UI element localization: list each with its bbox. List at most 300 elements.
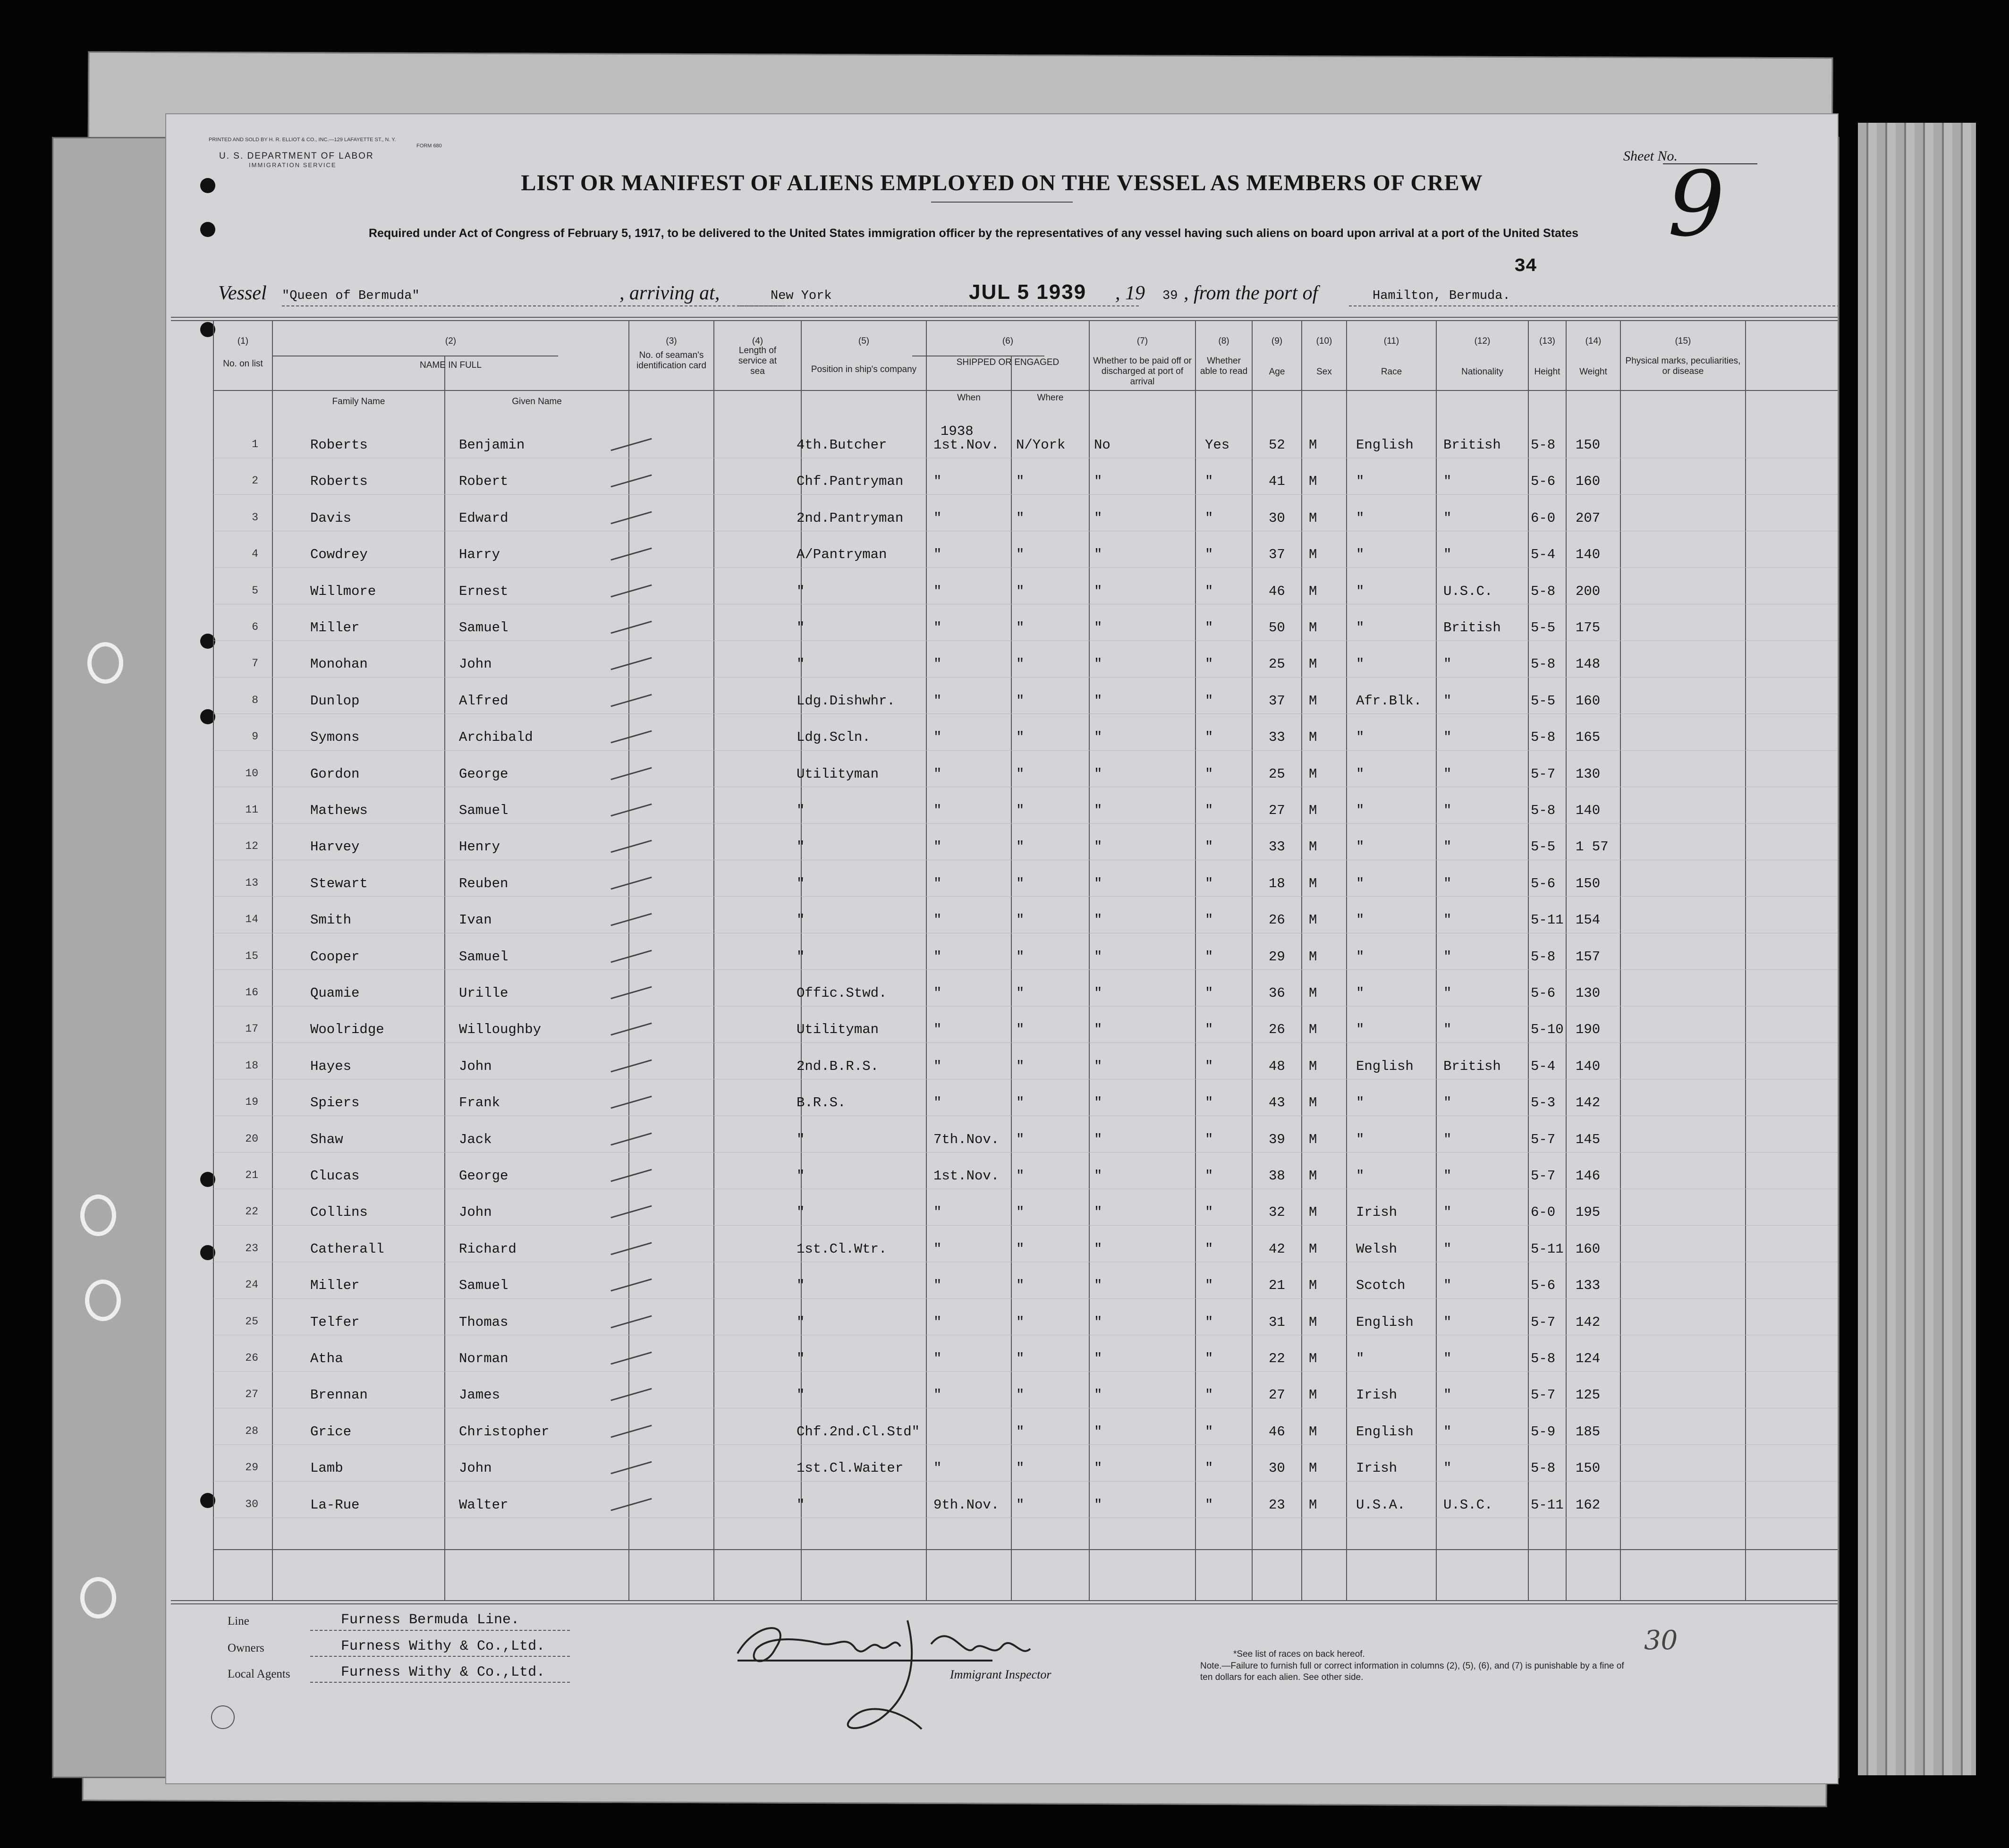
cell-position: " bbox=[797, 949, 805, 965]
cell-family: Shaw bbox=[310, 1131, 343, 1147]
cell-sex: M bbox=[1309, 912, 1317, 928]
cell-position: " bbox=[797, 803, 805, 818]
cell-weight: 140 bbox=[1576, 803, 1601, 818]
cell-when: " bbox=[933, 1095, 942, 1111]
cell-where: " bbox=[1016, 510, 1025, 526]
cell-weight: 150 bbox=[1576, 875, 1601, 891]
binding-ring bbox=[87, 642, 123, 684]
cell-paid: " bbox=[1094, 729, 1102, 746]
cell-race: U.S.A. bbox=[1356, 1497, 1406, 1513]
cell-sex: M bbox=[1309, 1314, 1317, 1330]
cell-height: 5-8 bbox=[1531, 437, 1556, 453]
cell-read: " bbox=[1205, 985, 1213, 1001]
cell-age: 29 bbox=[1269, 949, 1285, 965]
cell-family: Catherall bbox=[310, 1241, 384, 1257]
cell-read: " bbox=[1205, 949, 1213, 965]
cell-when: " bbox=[933, 510, 942, 526]
cell-race: Irish bbox=[1356, 1387, 1398, 1403]
cell-age: 31 bbox=[1269, 1314, 1285, 1330]
cell-when: " bbox=[933, 474, 942, 490]
cell-family: Brennan bbox=[310, 1387, 368, 1403]
cell-paid: " bbox=[1094, 875, 1102, 891]
row-number: 26 bbox=[245, 1352, 258, 1364]
cell-where: " bbox=[1016, 1387, 1025, 1403]
cell-paid: " bbox=[1094, 1058, 1102, 1074]
cell-given: Alfred bbox=[459, 693, 509, 709]
cell-age: 46 bbox=[1269, 583, 1285, 599]
cell-age: 38 bbox=[1269, 1168, 1285, 1184]
cell-family: Miller bbox=[310, 620, 360, 636]
row-number: 30 bbox=[245, 1498, 258, 1510]
cell-where: " bbox=[1016, 766, 1025, 782]
cell-age: 42 bbox=[1269, 1241, 1285, 1257]
cell-nationality: " bbox=[1443, 1095, 1452, 1111]
cell-when: " bbox=[933, 875, 942, 891]
col4-label: Length of service at sea bbox=[738, 346, 777, 376]
cell-where: " bbox=[1016, 1168, 1025, 1184]
cell-paid: " bbox=[1094, 1497, 1102, 1513]
fine-note: Note.—Failure to furnish full or correct information in columns (2), (5), (6), and (7) is punishable by a fine of ten dollars for each alien. See other side. bbox=[1200, 1661, 1624, 1682]
row-number: 5 bbox=[252, 584, 258, 597]
cell-sex: M bbox=[1309, 474, 1317, 490]
cell-where: " bbox=[1016, 620, 1025, 636]
cell-position: 2nd.Pantryman bbox=[797, 510, 904, 526]
cell-family: Hayes bbox=[310, 1058, 352, 1074]
cell-given: Samuel bbox=[459, 620, 509, 636]
cell-sex: M bbox=[1309, 693, 1317, 709]
row-number: 28 bbox=[245, 1424, 258, 1437]
cell-nationality: " bbox=[1443, 1131, 1452, 1147]
cell-given: James bbox=[459, 1387, 500, 1403]
cell-nationality: " bbox=[1443, 1424, 1452, 1440]
cell-position: 2nd.B.R.S. bbox=[797, 1058, 879, 1074]
row-number: 16 bbox=[245, 986, 258, 999]
cell-read: " bbox=[1205, 1497, 1213, 1513]
cell-when: 1st.Nov. bbox=[933, 437, 1000, 453]
cell-race: " bbox=[1356, 620, 1365, 636]
cell-weight: 157 bbox=[1576, 949, 1601, 965]
year-value: 39 bbox=[1162, 289, 1178, 303]
cell-where: " bbox=[1016, 729, 1025, 746]
cell-where: " bbox=[1016, 1314, 1025, 1330]
cell-sex: M bbox=[1309, 949, 1317, 965]
cell-when: " bbox=[933, 693, 942, 709]
cell-paid: " bbox=[1094, 656, 1102, 672]
cell-sex: M bbox=[1309, 656, 1317, 672]
cell-age: 25 bbox=[1269, 766, 1285, 782]
page-title: LIST OR MANIFEST OF ALIENS EMPLOYED ON THE VESSEL AS MEMBERS OF CREW bbox=[521, 170, 1483, 195]
cell-paid: " bbox=[1094, 1241, 1102, 1257]
cell-sex: M bbox=[1309, 1204, 1317, 1221]
cell-family: Davis bbox=[310, 510, 352, 526]
cell-sex: M bbox=[1309, 1022, 1317, 1038]
background-sheets bbox=[1858, 123, 1976, 1775]
cell-paid: " bbox=[1094, 547, 1102, 563]
cell-where: " bbox=[1016, 656, 1025, 672]
row-number: 11 bbox=[245, 804, 258, 816]
cell-race: " bbox=[1356, 1351, 1365, 1366]
cell-when: " bbox=[933, 1022, 942, 1038]
cell-sex: M bbox=[1309, 1424, 1317, 1440]
cell-race: " bbox=[1356, 547, 1365, 563]
union-label-icon bbox=[211, 1705, 235, 1729]
cell-when: " bbox=[933, 1058, 942, 1074]
cell-race: English bbox=[1356, 1424, 1414, 1440]
cell-paid: " bbox=[1094, 766, 1102, 782]
cell-paid: " bbox=[1094, 1460, 1102, 1476]
cell-weight: 130 bbox=[1576, 985, 1601, 1001]
cell-age: 32 bbox=[1269, 1204, 1285, 1221]
cell-nationality: " bbox=[1443, 1460, 1452, 1476]
cell-age: 36 bbox=[1269, 985, 1285, 1001]
cell-where: " bbox=[1016, 949, 1025, 965]
vessel-label: Vessel bbox=[218, 282, 267, 304]
cell-race: Irish bbox=[1356, 1460, 1398, 1476]
cell-given: Willoughby bbox=[459, 1022, 542, 1038]
cell-nationality: " bbox=[1443, 875, 1452, 891]
cell-race: " bbox=[1356, 1168, 1365, 1184]
cell-paid: " bbox=[1094, 803, 1102, 818]
cell-paid: " bbox=[1094, 912, 1102, 928]
cell-family: Grice bbox=[310, 1424, 352, 1440]
cell-nationality: " bbox=[1443, 547, 1452, 563]
cell-family: Gordon bbox=[310, 766, 360, 782]
cell-when: " bbox=[933, 912, 942, 928]
cell-sex: M bbox=[1309, 729, 1317, 746]
cell-height: 5-3 bbox=[1531, 1095, 1556, 1111]
cell-when: " bbox=[933, 1241, 942, 1257]
cell-where: " bbox=[1016, 1095, 1025, 1111]
cell-where: " bbox=[1016, 1278, 1025, 1294]
col2-number: (2) bbox=[445, 336, 457, 346]
cell-height: 5-7 bbox=[1531, 766, 1556, 782]
cell-height: 5-8 bbox=[1531, 656, 1556, 672]
cell-height: 6-0 bbox=[1531, 510, 1556, 526]
cell-family: Clucas bbox=[310, 1168, 360, 1184]
owners-value: Furness Withy & Co.,Ltd. bbox=[341, 1638, 545, 1654]
from-port: Hamilton, Bermuda. bbox=[1373, 289, 1510, 303]
row-number: 12 bbox=[245, 840, 258, 853]
cell-when: " bbox=[933, 656, 942, 672]
col6-when-label: When bbox=[957, 393, 981, 403]
cell-sex: M bbox=[1309, 1460, 1317, 1476]
cell-position: " bbox=[797, 1204, 805, 1221]
cell-where: " bbox=[1016, 1022, 1025, 1038]
row-number: 2 bbox=[252, 475, 258, 487]
cell-given: Harry bbox=[459, 547, 500, 563]
cell-family: Symons bbox=[310, 729, 360, 746]
cell-given: Urille bbox=[459, 985, 509, 1001]
cell-race: " bbox=[1356, 875, 1365, 891]
cell-paid: " bbox=[1094, 1314, 1102, 1330]
line-label: Line bbox=[228, 1615, 249, 1628]
cell-weight: 160 bbox=[1576, 474, 1601, 490]
row-number: 1 bbox=[252, 438, 258, 450]
year-note: 1938 bbox=[941, 424, 974, 439]
cell-nationality: British bbox=[1443, 620, 1501, 636]
cell-given: Benjamin bbox=[459, 437, 525, 453]
cell-age: 22 bbox=[1269, 1351, 1285, 1366]
col2-given-label: Given Name bbox=[512, 397, 562, 407]
cell-read: " bbox=[1205, 875, 1213, 891]
row-number: 15 bbox=[245, 949, 258, 962]
cell-given: Archibald bbox=[459, 729, 533, 746]
col1-number: (1) bbox=[237, 336, 249, 346]
cell-read: " bbox=[1205, 620, 1213, 636]
cell-position: " bbox=[797, 1351, 805, 1366]
cell-given: George bbox=[459, 766, 509, 782]
cell-paid: " bbox=[1094, 839, 1102, 855]
row-number: 20 bbox=[245, 1132, 258, 1145]
cell-race: " bbox=[1356, 766, 1365, 782]
col15-number: (15) bbox=[1675, 336, 1691, 346]
cell-age: 37 bbox=[1269, 547, 1285, 563]
cell-height: 5-7 bbox=[1531, 1131, 1556, 1147]
cell-age: 46 bbox=[1269, 1424, 1285, 1440]
cell-weight: 185 bbox=[1576, 1424, 1601, 1440]
col4-number: (4) bbox=[752, 336, 763, 346]
row-number: 3 bbox=[252, 511, 258, 524]
col6-number: (6) bbox=[1002, 336, 1014, 346]
col8-number: (8) bbox=[1218, 336, 1229, 346]
cell-sex: M bbox=[1309, 1168, 1317, 1184]
cell-read: " bbox=[1205, 547, 1213, 563]
cell-where: " bbox=[1016, 1424, 1025, 1440]
col13-number: (13) bbox=[1539, 336, 1555, 346]
row-number: 14 bbox=[245, 913, 258, 926]
cell-position: 1st.Cl.Waiter bbox=[797, 1460, 904, 1476]
col6-where-label: Where bbox=[1037, 393, 1064, 403]
cell-family: Cooper bbox=[310, 949, 360, 965]
cell-race: Irish bbox=[1356, 1204, 1398, 1221]
cell-given: Reuben bbox=[459, 875, 509, 891]
cell-when: " bbox=[933, 620, 942, 636]
row-number: 7 bbox=[252, 657, 258, 670]
cell-paid: " bbox=[1094, 620, 1102, 636]
col3-label: No. of seaman's identification card bbox=[636, 350, 706, 371]
cell-read: " bbox=[1205, 656, 1213, 672]
cell-when: 7th.Nov. bbox=[933, 1131, 1000, 1147]
cell-sex: M bbox=[1309, 985, 1317, 1001]
cell-nationality: British bbox=[1443, 437, 1501, 453]
page-subtitle: Required under Act of Congress of February 5, 1917, to be delivered to the United States immigration officer by the representatives of any vessel having such aliens on board upon arrival at a port of the United States bbox=[368, 227, 1579, 240]
cell-height: 5-5 bbox=[1531, 693, 1556, 709]
cell-weight: 148 bbox=[1576, 656, 1601, 672]
cell-given: Samuel bbox=[459, 803, 509, 818]
col13-label: Height bbox=[1534, 367, 1560, 377]
cell-when: " bbox=[933, 1387, 942, 1403]
cell-where: " bbox=[1016, 583, 1025, 599]
cell-where: " bbox=[1016, 912, 1025, 928]
cell-nationality: " bbox=[1443, 729, 1452, 746]
cell-height: 5-4 bbox=[1531, 1058, 1556, 1074]
cell-position: " bbox=[797, 875, 805, 891]
cell-race: " bbox=[1356, 729, 1365, 746]
cell-family: Woolridge bbox=[310, 1022, 384, 1038]
cell-nationality: " bbox=[1443, 839, 1452, 855]
owners-label: Owners bbox=[228, 1642, 264, 1654]
cell-when: " bbox=[933, 839, 942, 855]
cell-family: Cowdrey bbox=[310, 547, 368, 563]
cell-given: Samuel bbox=[459, 949, 509, 965]
cell-height: 5-8 bbox=[1531, 1460, 1556, 1476]
row-number: 29 bbox=[245, 1461, 258, 1474]
cell-weight: 207 bbox=[1576, 510, 1601, 526]
cell-age: 33 bbox=[1269, 729, 1285, 746]
cell-position: " bbox=[797, 912, 805, 928]
cell-read: " bbox=[1205, 912, 1213, 928]
cell-family: Monohan bbox=[310, 656, 368, 672]
row-number: 25 bbox=[245, 1315, 258, 1328]
cell-sex: M bbox=[1309, 437, 1317, 453]
cell-paid: " bbox=[1094, 1168, 1102, 1184]
cell-height: 5-6 bbox=[1531, 1278, 1556, 1294]
cell-paid: No bbox=[1094, 437, 1110, 453]
cell-height: 5-9 bbox=[1531, 1424, 1556, 1440]
cell-family: Telfer bbox=[310, 1314, 360, 1330]
cell-where: " bbox=[1016, 547, 1025, 563]
row-number: 22 bbox=[245, 1205, 258, 1218]
cell-where: " bbox=[1016, 1460, 1025, 1476]
cell-height: 5-6 bbox=[1531, 985, 1556, 1001]
cell-nationality: " bbox=[1443, 1204, 1452, 1221]
cell-weight: 145 bbox=[1576, 1131, 1601, 1147]
cell-race: " bbox=[1356, 912, 1365, 928]
cell-given: Walter bbox=[459, 1497, 509, 1513]
sheet-no-label: Sheet No. bbox=[1623, 148, 1678, 164]
cell-height: 5-8 bbox=[1531, 1351, 1556, 1366]
cell-when: " bbox=[933, 1460, 942, 1476]
row-number: 27 bbox=[245, 1388, 258, 1401]
col8-label: Whether able to read bbox=[1200, 356, 1248, 376]
row-number: 18 bbox=[245, 1059, 258, 1072]
cell-weight: 200 bbox=[1576, 583, 1601, 599]
cell-paid: " bbox=[1094, 1022, 1102, 1038]
cell-position: " bbox=[797, 1314, 805, 1330]
cell-read: " bbox=[1205, 1022, 1213, 1038]
cell-nationality: " bbox=[1443, 1168, 1452, 1184]
cell-when: " bbox=[933, 949, 942, 965]
printer-imprint: PRINTED AND SOLD BY H. R. ELLIOT & CO., INC.—129 LAFAYETTE ST., N. Y. FORM 680 bbox=[209, 137, 442, 149]
cell-where: " bbox=[1016, 1204, 1025, 1221]
cell-paid: " bbox=[1094, 1278, 1102, 1294]
cell-nationality: " bbox=[1443, 949, 1452, 965]
cell-paid: " bbox=[1094, 510, 1102, 526]
cell-when: " bbox=[933, 1314, 942, 1330]
cell-when: " bbox=[933, 803, 942, 818]
cell-age: 43 bbox=[1269, 1095, 1285, 1111]
cell-race: " bbox=[1356, 985, 1365, 1001]
cell-age: 37 bbox=[1269, 693, 1285, 709]
col15-label: Physical marks, peculiarities, or disease bbox=[1625, 356, 1741, 376]
cell-nationality: British bbox=[1443, 1058, 1501, 1074]
row-number: 13 bbox=[245, 876, 258, 889]
cell-where: " bbox=[1016, 985, 1025, 1001]
cell-sex: M bbox=[1309, 1278, 1317, 1294]
cell-given: Edward bbox=[459, 510, 509, 526]
cell-age: 33 bbox=[1269, 839, 1285, 855]
col12-label: Nationality bbox=[1461, 367, 1503, 377]
cell-weight: 124 bbox=[1576, 1351, 1601, 1366]
cell-race: " bbox=[1356, 474, 1365, 490]
col2-label: NAME IN FULL bbox=[420, 360, 482, 370]
cell-where: " bbox=[1016, 1351, 1025, 1366]
cell-race: " bbox=[1356, 1131, 1365, 1147]
cell-age: 26 bbox=[1269, 912, 1285, 928]
cell-weight: 140 bbox=[1576, 1058, 1601, 1074]
cell-sex: M bbox=[1309, 510, 1317, 526]
cell-position: " bbox=[797, 1497, 805, 1513]
cell-read: " bbox=[1205, 1131, 1213, 1147]
row-number: 23 bbox=[245, 1242, 258, 1255]
row-number: 24 bbox=[245, 1279, 258, 1291]
cell-read: " bbox=[1205, 803, 1213, 818]
cell-height: 5-10 bbox=[1531, 1022, 1564, 1038]
cell-family: Quamie bbox=[310, 985, 360, 1001]
cell-when: 9th.Nov. bbox=[933, 1497, 1000, 1513]
cell-sex: M bbox=[1309, 620, 1317, 636]
col5-number: (5) bbox=[858, 336, 870, 346]
binding-ring bbox=[80, 1577, 116, 1619]
cell-race: " bbox=[1356, 1095, 1365, 1111]
col3-number: (3) bbox=[666, 336, 677, 346]
cell-nationality: " bbox=[1443, 1241, 1452, 1257]
cell-position: " bbox=[797, 583, 805, 599]
cell-read: " bbox=[1205, 510, 1213, 526]
cell-weight: 154 bbox=[1576, 912, 1601, 928]
cell-read: " bbox=[1205, 1314, 1213, 1330]
cell-age: 48 bbox=[1269, 1058, 1285, 1074]
cell-family: Roberts bbox=[310, 474, 368, 490]
department-name: U. S. DEPARTMENT OF LABOR bbox=[219, 151, 374, 161]
cell-age: 27 bbox=[1269, 803, 1285, 818]
cell-paid: " bbox=[1094, 583, 1102, 599]
vessel-name: "Queen of Bermuda" bbox=[282, 289, 420, 303]
cell-nationality: U.S.C. bbox=[1443, 583, 1493, 599]
agents-value: Furness Withy & Co.,Ltd. bbox=[341, 1664, 545, 1680]
cell-weight: 142 bbox=[1576, 1095, 1601, 1111]
cell-read: " bbox=[1205, 729, 1213, 746]
cell-height: 5-6 bbox=[1531, 474, 1556, 490]
agents-label: Local Agents bbox=[228, 1668, 290, 1680]
cell-position: " bbox=[797, 1168, 805, 1184]
col6-label: SHIPPED OR ENGAGED bbox=[956, 357, 1060, 367]
cell-sex: M bbox=[1309, 1241, 1317, 1257]
cell-race: English bbox=[1356, 1314, 1414, 1330]
col9-number: (9) bbox=[1271, 336, 1283, 346]
cell-given: Samuel bbox=[459, 1278, 509, 1294]
cell-race: " bbox=[1356, 583, 1365, 599]
cell-weight: 175 bbox=[1576, 620, 1601, 636]
arriving-port: New York bbox=[771, 289, 832, 303]
cell-sex: M bbox=[1309, 1095, 1317, 1111]
cell-read: " bbox=[1205, 1351, 1213, 1366]
sheet-number: 9 bbox=[1668, 152, 1725, 256]
cell-age: 30 bbox=[1269, 1460, 1285, 1476]
cell-position: " bbox=[797, 1278, 805, 1294]
cell-race: Welsh bbox=[1356, 1241, 1398, 1257]
cell-family: Roberts bbox=[310, 437, 368, 453]
cell-weight: 195 bbox=[1576, 1204, 1601, 1221]
cell-height: 5-11 bbox=[1531, 912, 1564, 928]
cell-race: " bbox=[1356, 839, 1365, 855]
cell-position: Utilityman bbox=[797, 766, 879, 782]
cell-sex: M bbox=[1309, 839, 1317, 855]
cell-where: " bbox=[1016, 1497, 1025, 1513]
col12-number: (12) bbox=[1474, 336, 1491, 346]
cell-given: Norman bbox=[459, 1351, 509, 1366]
cell-weight: 146 bbox=[1576, 1168, 1601, 1184]
